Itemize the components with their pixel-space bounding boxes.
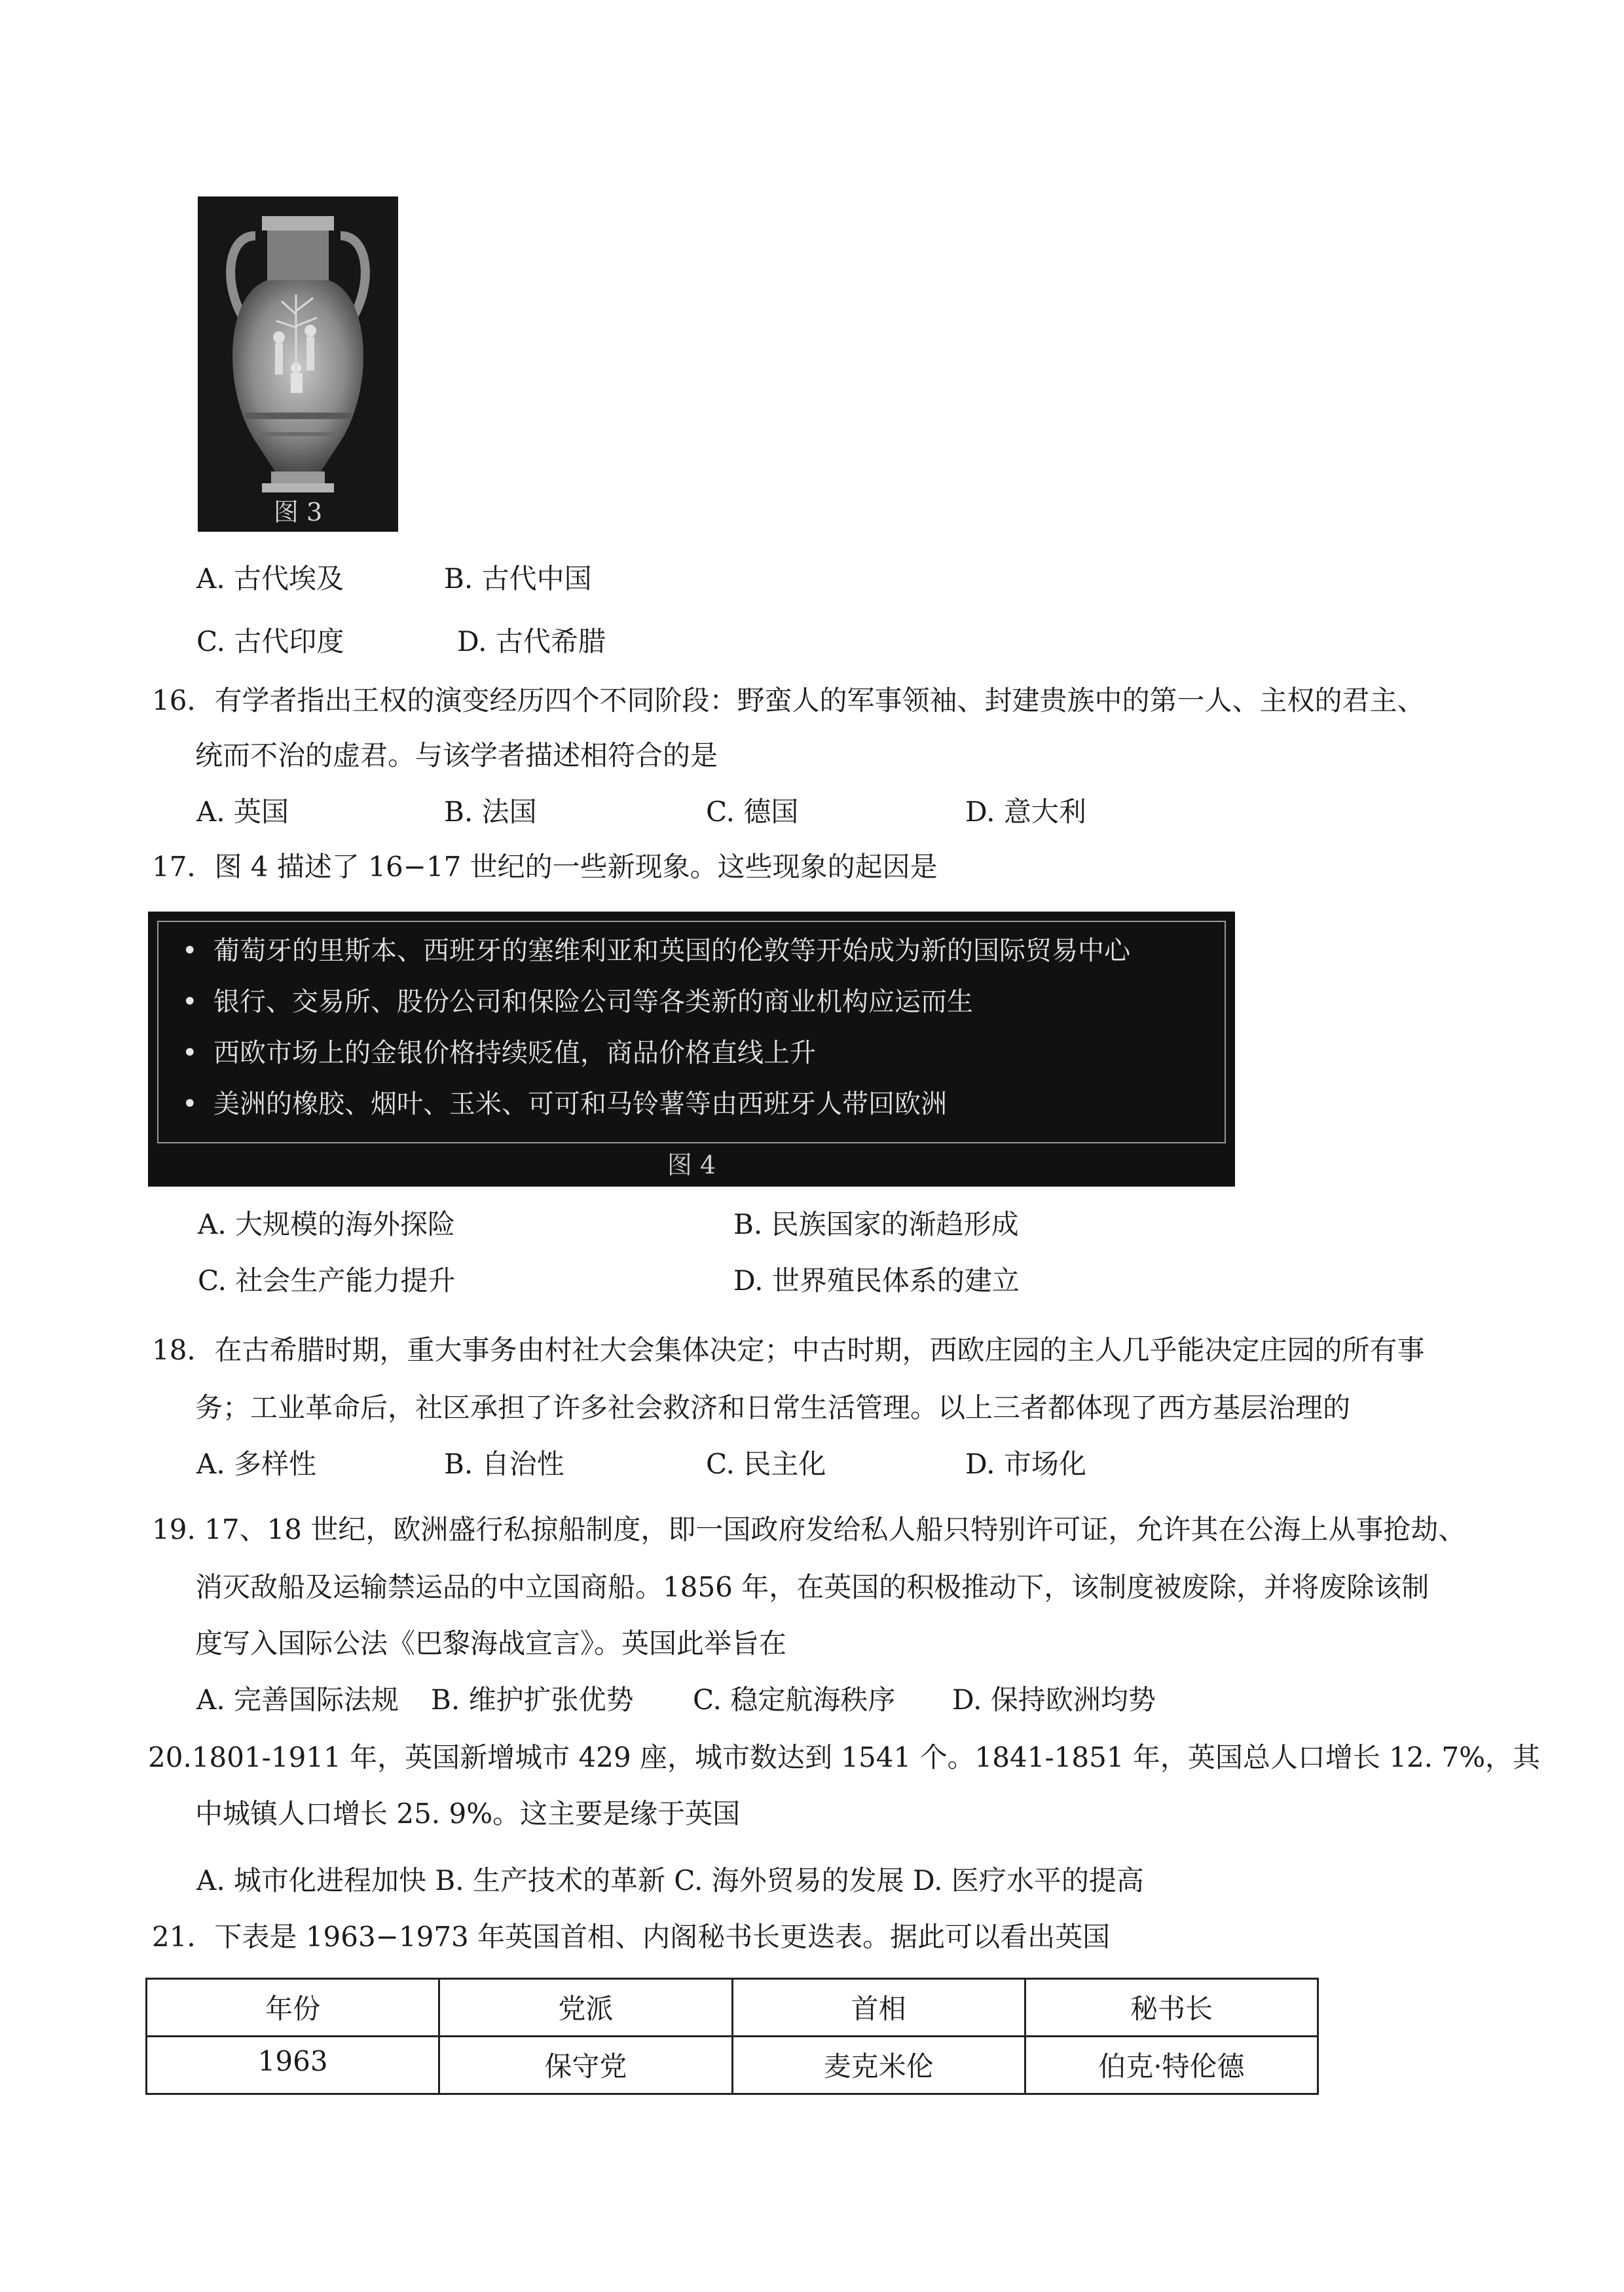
figure-4-list [157, 921, 1226, 1143]
table-row [147, 2037, 1318, 2094]
figure-4-item [182, 1036, 816, 1070]
table-header-row [147, 1979, 1318, 2037]
figure-4-item-text: 美洲的橡胶、烟叶、玉米、可可和马铃薯等由西班牙人带回欧洲 [213, 1089, 947, 1119]
figure-4-item-text: 葡萄牙的里斯本、西班牙的塞维利亚和英国的伦敦等开始成为新的国际贸易中心 [213, 936, 1130, 966]
table-cell: 1963 [147, 2037, 439, 2094]
q18-stem-line-2: 务；工业革命后，社区承担了许多社会救济和日常生活管理。以上三者都体现了西方基层治理的 [195, 1392, 1351, 1424]
q20-options: A. 城市化进程加快 B. 生产技术的革新 C. 海外贸易的发展 D. 医疗水平的提高 [196, 1864, 1144, 1896]
table-cell: 麦克米伦 [732, 2037, 1025, 2094]
amphora-illustration [198, 196, 398, 532]
q15-option-a: A. 古代埃及 [196, 563, 344, 595]
figure-4-item [182, 1087, 947, 1121]
q19-stem-line-2: 消灭敌船及运输禁运品的中立国商船。1856 年，在英国的积极推动下，该制度被废除，并将废除该制 [195, 1571, 1430, 1603]
figure-4-caption: 图 4 [667, 1151, 716, 1179]
q19-option-a: A. 完善国际法规 [196, 1684, 399, 1716]
figure-4-item [182, 985, 973, 1019]
q20-stem-line-1: 20.1801-1911 年，英国新增城市 429 座，城市数达到 1541 个。1841-1851 年，英国总人口增长 12. 7%，其 [148, 1741, 1541, 1773]
table-header-cell: 党派 [439, 1979, 732, 2037]
q17-option-a: A. 大规模的海外探险 [198, 1208, 456, 1240]
bullet-icon: • [182, 987, 198, 1017]
q16-stem-line-2: 统而不治的虚君。与该学者描述相符合的是 [195, 739, 718, 771]
bullet-icon: • [182, 936, 198, 966]
bullet-icon: • [182, 1038, 198, 1068]
q16-option-a: A. 英国 [196, 796, 289, 828]
q21-table [145, 1978, 1319, 2095]
q17-stem: 17．图 4 描述了 16−17 世纪的一些新现象。这些现象的起因是 [152, 851, 938, 883]
table-header-cell: 年份 [147, 1979, 439, 2037]
table-header-cell: 秘书长 [1025, 1979, 1318, 2037]
q19-stem-line-1: 19. 17、18 世纪，欧洲盛行私掠船制度，即一国政府发给私人船只特别许可证，允许其在公海上从事抢劫、 [152, 1513, 1466, 1545]
table-cell: 伯克·特伦德 [1025, 2037, 1318, 2094]
q15-option-d: D. 古代希腊 [457, 625, 606, 657]
figure-4-item-text: 银行、交易所、股份公司和保险公司等各类新的商业机构应运而生 [213, 987, 973, 1017]
table-header-cell: 首相 [732, 1979, 1025, 2037]
q19-option-d: D. 保持欧洲均势 [952, 1684, 1156, 1716]
q16-option-c: C. 德国 [706, 796, 799, 828]
q15-option-c: C. 古代印度 [196, 625, 344, 657]
q20-stem-line-2: 中城镇人口增长 25. 9%。这主要是缘于英国 [195, 1798, 741, 1830]
q19-option-c: C. 稳定航海秩序 [693, 1684, 896, 1716]
q16-stem-line-1: 16．有学者指出王权的演变经历四个不同阶段：野蛮人的军事领袖、封建贵族中的第一人、主权的君主、 [152, 684, 1425, 716]
q18-stem-line-1: 18．在古希腊时期，重大事务由村社大会集体决定；中古时期，西欧庄园的主人几乎能决定庄园的所有事 [152, 1334, 1425, 1366]
q19-option-b: B. 维护扩张优势 [431, 1684, 634, 1716]
q18-option-b: B. 自治性 [444, 1448, 564, 1480]
q21-stem: 21．下表是 1963−1973 年英国首相、内阁秘书长更迭表。据此可以看出英国 [152, 1921, 1111, 1953]
bullet-icon: • [182, 1089, 198, 1119]
q15-option-b: B. 古代中国 [444, 563, 592, 595]
q17-option-d: D. 世界殖民体系的建立 [733, 1265, 1020, 1297]
q17-option-c: C. 社会生产能力提升 [198, 1265, 456, 1297]
table-cell: 保守党 [439, 2037, 732, 2094]
q18-option-d: D. 市场化 [965, 1448, 1086, 1480]
q19-stem-line-3: 度写入国际公法《巴黎海战宣言》。英国此举旨在 [195, 1627, 787, 1659]
figure-4-panel [148, 912, 1235, 1187]
q16-option-d: D. 意大利 [965, 796, 1086, 828]
figure-3-vase-image [198, 196, 398, 532]
q17-option-b: B. 民族国家的渐趋形成 [733, 1208, 1019, 1240]
figure-4-item [182, 934, 1130, 968]
q18-option-c: C. 民主化 [706, 1448, 826, 1480]
figure-4-item-text: 西欧市场上的金银价格持续贬值，商品价格直线上升 [213, 1038, 816, 1068]
q18-option-a: A. 多样性 [196, 1448, 317, 1480]
figure-3-caption: 图 3 [273, 498, 323, 527]
q16-option-b: B. 法国 [444, 796, 537, 828]
